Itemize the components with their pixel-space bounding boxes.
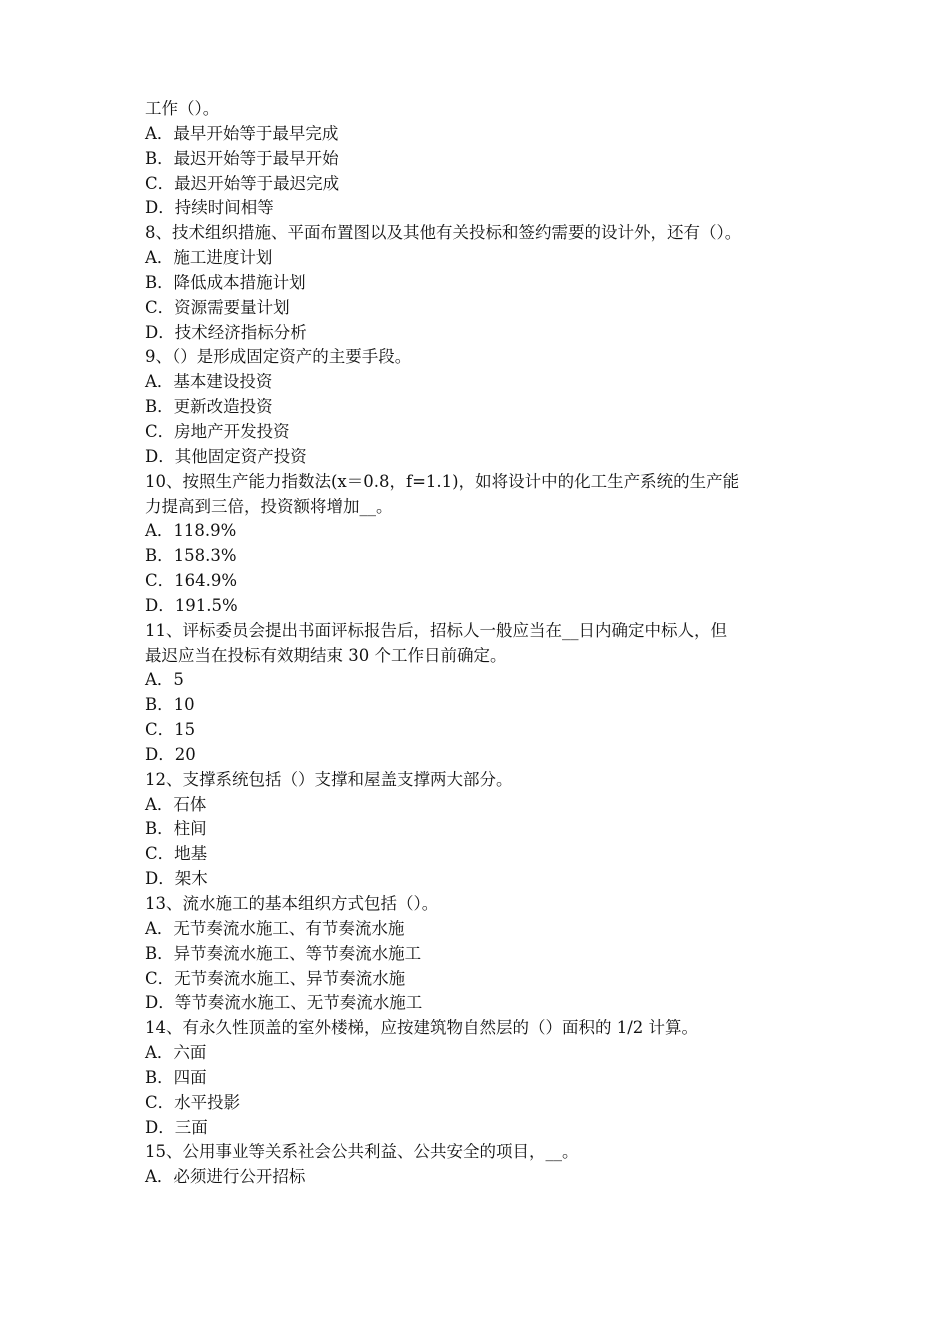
question-9-option-b: B．更新改造投资 (145, 397, 273, 417)
question-10-stem-line-2: 力提高到三倍，投资额将增加__。 (145, 496, 393, 516)
question-12-option-a: A．石体 (145, 794, 207, 814)
question-13-stem: 13、流水施工的基本组织方式包括（）。 (145, 894, 439, 913)
question-10-option-d: D．191.5% (145, 595, 238, 615)
question-8-option-d: D．技术经济指标分析 (145, 322, 307, 342)
question-7-option-d: D．持续时间相等 (145, 198, 274, 218)
question-12-option-c: C．地基 (145, 844, 208, 864)
question-9-option-a: A．基本建设投资 (145, 372, 273, 392)
question-8-option-b: B．降低成本措施计划 (145, 272, 306, 292)
document-page (145, 97, 825, 1190)
question-13-option-a: A．无节奏流水施工、有节奏流水施 (145, 918, 405, 938)
question-15-option-a: A．必须进行公开招标 (145, 1167, 306, 1187)
question-8-stem: 8、技术组织措施、平面布置图以及其他有关投标和签约需要的设计外，还有（）。 (145, 223, 742, 243)
question-14-option-d: D．三面 (145, 1117, 208, 1137)
question-12-stem: 12、支撑系统包括（）支撑和屋盖支撑两大部分。 (145, 769, 513, 789)
question-11-option-c: C．15 (145, 720, 196, 740)
question-15-stem: 15、公用事业等关系社会公共利益、公共安全的项目，__。 (145, 1142, 579, 1162)
question-13-option-b: B．异节奏流水施工、等节奏流水施工 (145, 943, 422, 963)
question-14-option-c: C．水平投影 (145, 1092, 241, 1112)
question-7-stem-end: 工作（）。 (145, 99, 220, 118)
question-10-stem-line-1: 10、按照生产能力指数法(x＝0.8，f=1.1)，如将设计中的化工生产系统的生产能 (145, 471, 740, 491)
question-7-option-a: A．最早开始等于最早完成 (145, 123, 339, 143)
question-9-stem: 9、（）是形成固定资产的主要手段。 (145, 347, 412, 367)
question-12-option-b: B．柱间 (145, 819, 207, 839)
question-11-option-d: D．20 (145, 744, 196, 764)
question-9-option-c: C．房地产开发投资 (145, 421, 290, 441)
question-8-option-c: C．资源需要量计划 (145, 297, 290, 317)
question-14-option-a: A．六面 (145, 1043, 207, 1063)
question-14-stem: 14、有永久性顶盖的室外楼梯，应按建筑物自然层的（）面积的 1/2 计算。 (145, 1018, 699, 1038)
question-9-option-d: D．其他固定资产投资 (145, 446, 307, 466)
question-11-option-a: A．5 (145, 670, 184, 690)
question-10-option-b: B．158.3% (145, 546, 237, 566)
question-8-option-a: A．施工进度计划 (145, 248, 273, 268)
question-7-option-c: C．最迟开始等于最迟完成 (145, 173, 340, 193)
question-10-option-a: A．118.9% (145, 521, 237, 541)
question-11-stem-line-2: 最迟应当在投标有效期结束 30 个工作日前确定。 (145, 645, 507, 665)
question-13-option-c: C．无节奏流水施工、异节奏流水施 (145, 968, 406, 988)
question-11-stem-line-1: 11、评标委员会提出书面评标报告后，招标人一般应当在__日内确定中标人，但 (145, 620, 727, 640)
question-11-option-b: B．10 (145, 695, 195, 715)
question-13-option-d: D．等节奏流水施工、无节奏流水施工 (145, 993, 423, 1013)
question-14-option-b: B．四面 (145, 1067, 207, 1087)
question-12-option-d: D．架木 (145, 869, 208, 889)
question-10-option-c: C．164.9% (145, 571, 238, 591)
question-7-option-b: B．最迟开始等于最早开始 (145, 148, 339, 168)
